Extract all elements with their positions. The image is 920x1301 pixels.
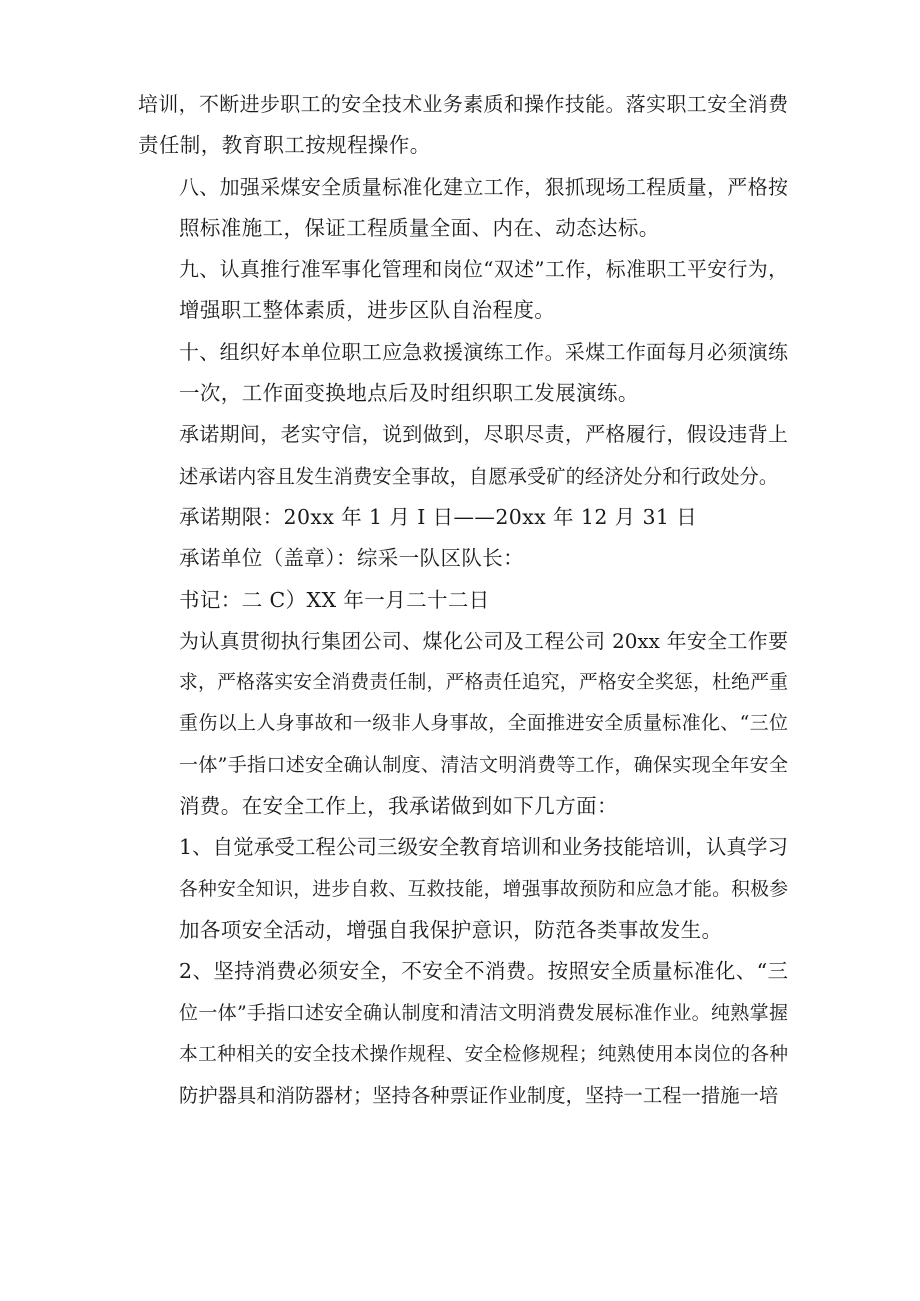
text-line: 承诺单位（盖章）：综采一队区队长： xyxy=(179,546,525,571)
text-line: 培训，不断进步职工的安全技术业务素质和操作技能。落实职工安全消费 xyxy=(138,93,788,116)
text-line: 承诺期限：20xx 年 1 月 I 日——20xx 年 12 月 31 日 xyxy=(179,504,698,529)
text-line: 1、自觉承受工程公司三级安全教育培训和业务技能培训，认真学习 xyxy=(179,835,788,860)
text-line: 照标准施工，保证工程质量全面、内在、动态达标。 xyxy=(179,215,660,240)
paragraph xyxy=(138,497,788,538)
text-line: 防护器具和消防器材；坚持各种票证作业制度，坚持一工程一措施一培 xyxy=(179,1084,779,1108)
paragraph xyxy=(138,951,788,1116)
text-line: 为认真贯彻执行集团公司、煤化公司及工程公司 20xx 年安全工作要 xyxy=(179,629,788,653)
text-line: 加各项安全活动，增强自我保护意识，防范各类事故发生。 xyxy=(179,917,723,942)
text-line: 位一体”手指口述安全确认制度和清洁文明消费发展标准作业。纯熟掌握 xyxy=(179,1001,788,1024)
text-line: 一次，工作面变换地点后及时组织职工发展演练。 xyxy=(179,381,639,406)
paragraph xyxy=(138,827,788,951)
text-line: 2、坚持消费必须安全，不安全不消费。按照安全质量标准化、“三 xyxy=(179,959,788,984)
paragraph xyxy=(138,249,788,332)
text-line: 述承诺内容且发生消费安全事故，自愿承受矿的经济处分和行政处分。 xyxy=(179,464,779,488)
paragraph xyxy=(138,580,788,621)
text-line: 增强职工整体素质，进步区队自治程度。 xyxy=(179,298,556,323)
text-line: 求，严格落实安全消费责任制，严格责任追究，严格安全奖惩，杜绝严重 xyxy=(179,672,788,694)
text-line: 八、加强采煤安全质量标准化建立工作，狠抓现场工程质量，严格按 xyxy=(179,174,788,199)
text-line: 书记：二 C）XX 年一月二十二日 xyxy=(179,587,490,612)
text-line: 一体”手指口述安全确认制度、清洁文明消费等工作，确保实现全年安全 xyxy=(179,753,788,776)
paragraph xyxy=(138,538,788,579)
text-line: 重伤以上人身事故和一级非人身事故，全面推进安全质量标准化、“三位 xyxy=(179,712,788,735)
paragraph xyxy=(138,621,788,827)
document-body xyxy=(138,84,788,1116)
text-line: 本工种相关的安全技术操作规程、安全检修规程；纯熟使用本岗位的各种 xyxy=(179,1043,788,1065)
paragraph xyxy=(138,167,788,250)
text-line: 各种安全知识，进步自救、互救技能，增强事故预防和应急才能。积极参 xyxy=(179,878,788,900)
text-line: 十、组织好本单位职工应急救援演练工作。采煤工作面每月必须演练 xyxy=(179,339,788,364)
paragraph xyxy=(138,84,788,167)
paragraph xyxy=(138,414,788,497)
text-line: 九、认真推行准军事化管理和岗位“双述”工作，标准职工平安行为， xyxy=(179,258,788,282)
text-line: 消费。在安全工作上，我承诺做到如下几方面： xyxy=(179,794,618,819)
paragraph xyxy=(138,332,788,415)
text-line: 责任制，教育职工按规程操作。 xyxy=(138,133,431,158)
text-line: 承诺期间，老实守信，说到做到，尽职尽责，严格履行，假设违背上 xyxy=(179,422,788,447)
